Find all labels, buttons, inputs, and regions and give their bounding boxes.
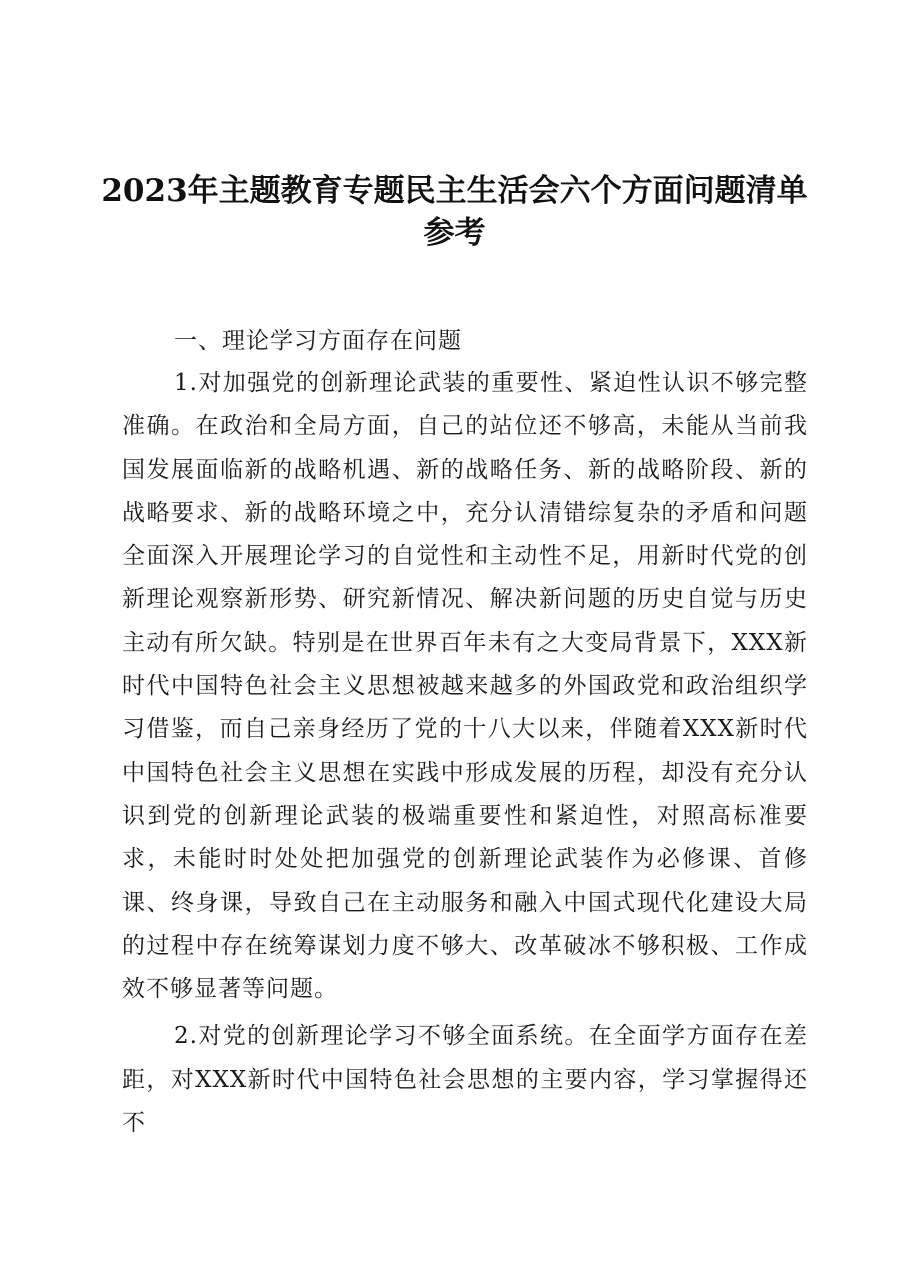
document-title: 2023年主题教育专题民主生活会六个方面问题清单参考 xyxy=(101,173,808,251)
document-body xyxy=(122,322,808,1145)
section-heading: 一、理论学习方面存在问题 xyxy=(174,328,462,354)
paragraph-2: 2.对党的创新理论学习不够全面系统。在全面学方面存在差距，对XXX新时代中国特色社会思想的主要内容，学习掌握得还不 xyxy=(122,1023,808,1137)
paragraph-1: 1.对加强党的创新理论武装的重要性、紧迫性认识不够完整准确。在政治和全局方面，自己的站位还不够高，未能从当前我国发展面临新的战略机遇、新的战略任务、新的战略阶段、新的战略要求、新的战略环境之中，充分认清错综复杂的矛盾和问题全面深入开展理论学习的自觉性和主动性不足，用新时代党的创新理论观察新形势、研究新情况、解决新问题的历史自觉与历史主动有所欠缺。特别是在世界百年未有之大变局背景下，XXX新时代中国特色社会主义思想被越来越多的外国政党和政治组织学习借鉴，而自己亲身经历了党的十八大以来，伴随着XXX新时代中国特色社会主义思想在实践中形成发展的历程，却没有充分认识到党的创新理论武装的极端重要性和紧迫性，对照高标准要求，未能时时处处把加强党的创新理论武装作为必修课、首修课、终身课，导致自己在主动服务和融入中国式现代化建设大局的过程中存在统筹谋划力度不够大、改革破冰不够积极、工作成效不够显著等问题。 xyxy=(122,370,808,1003)
